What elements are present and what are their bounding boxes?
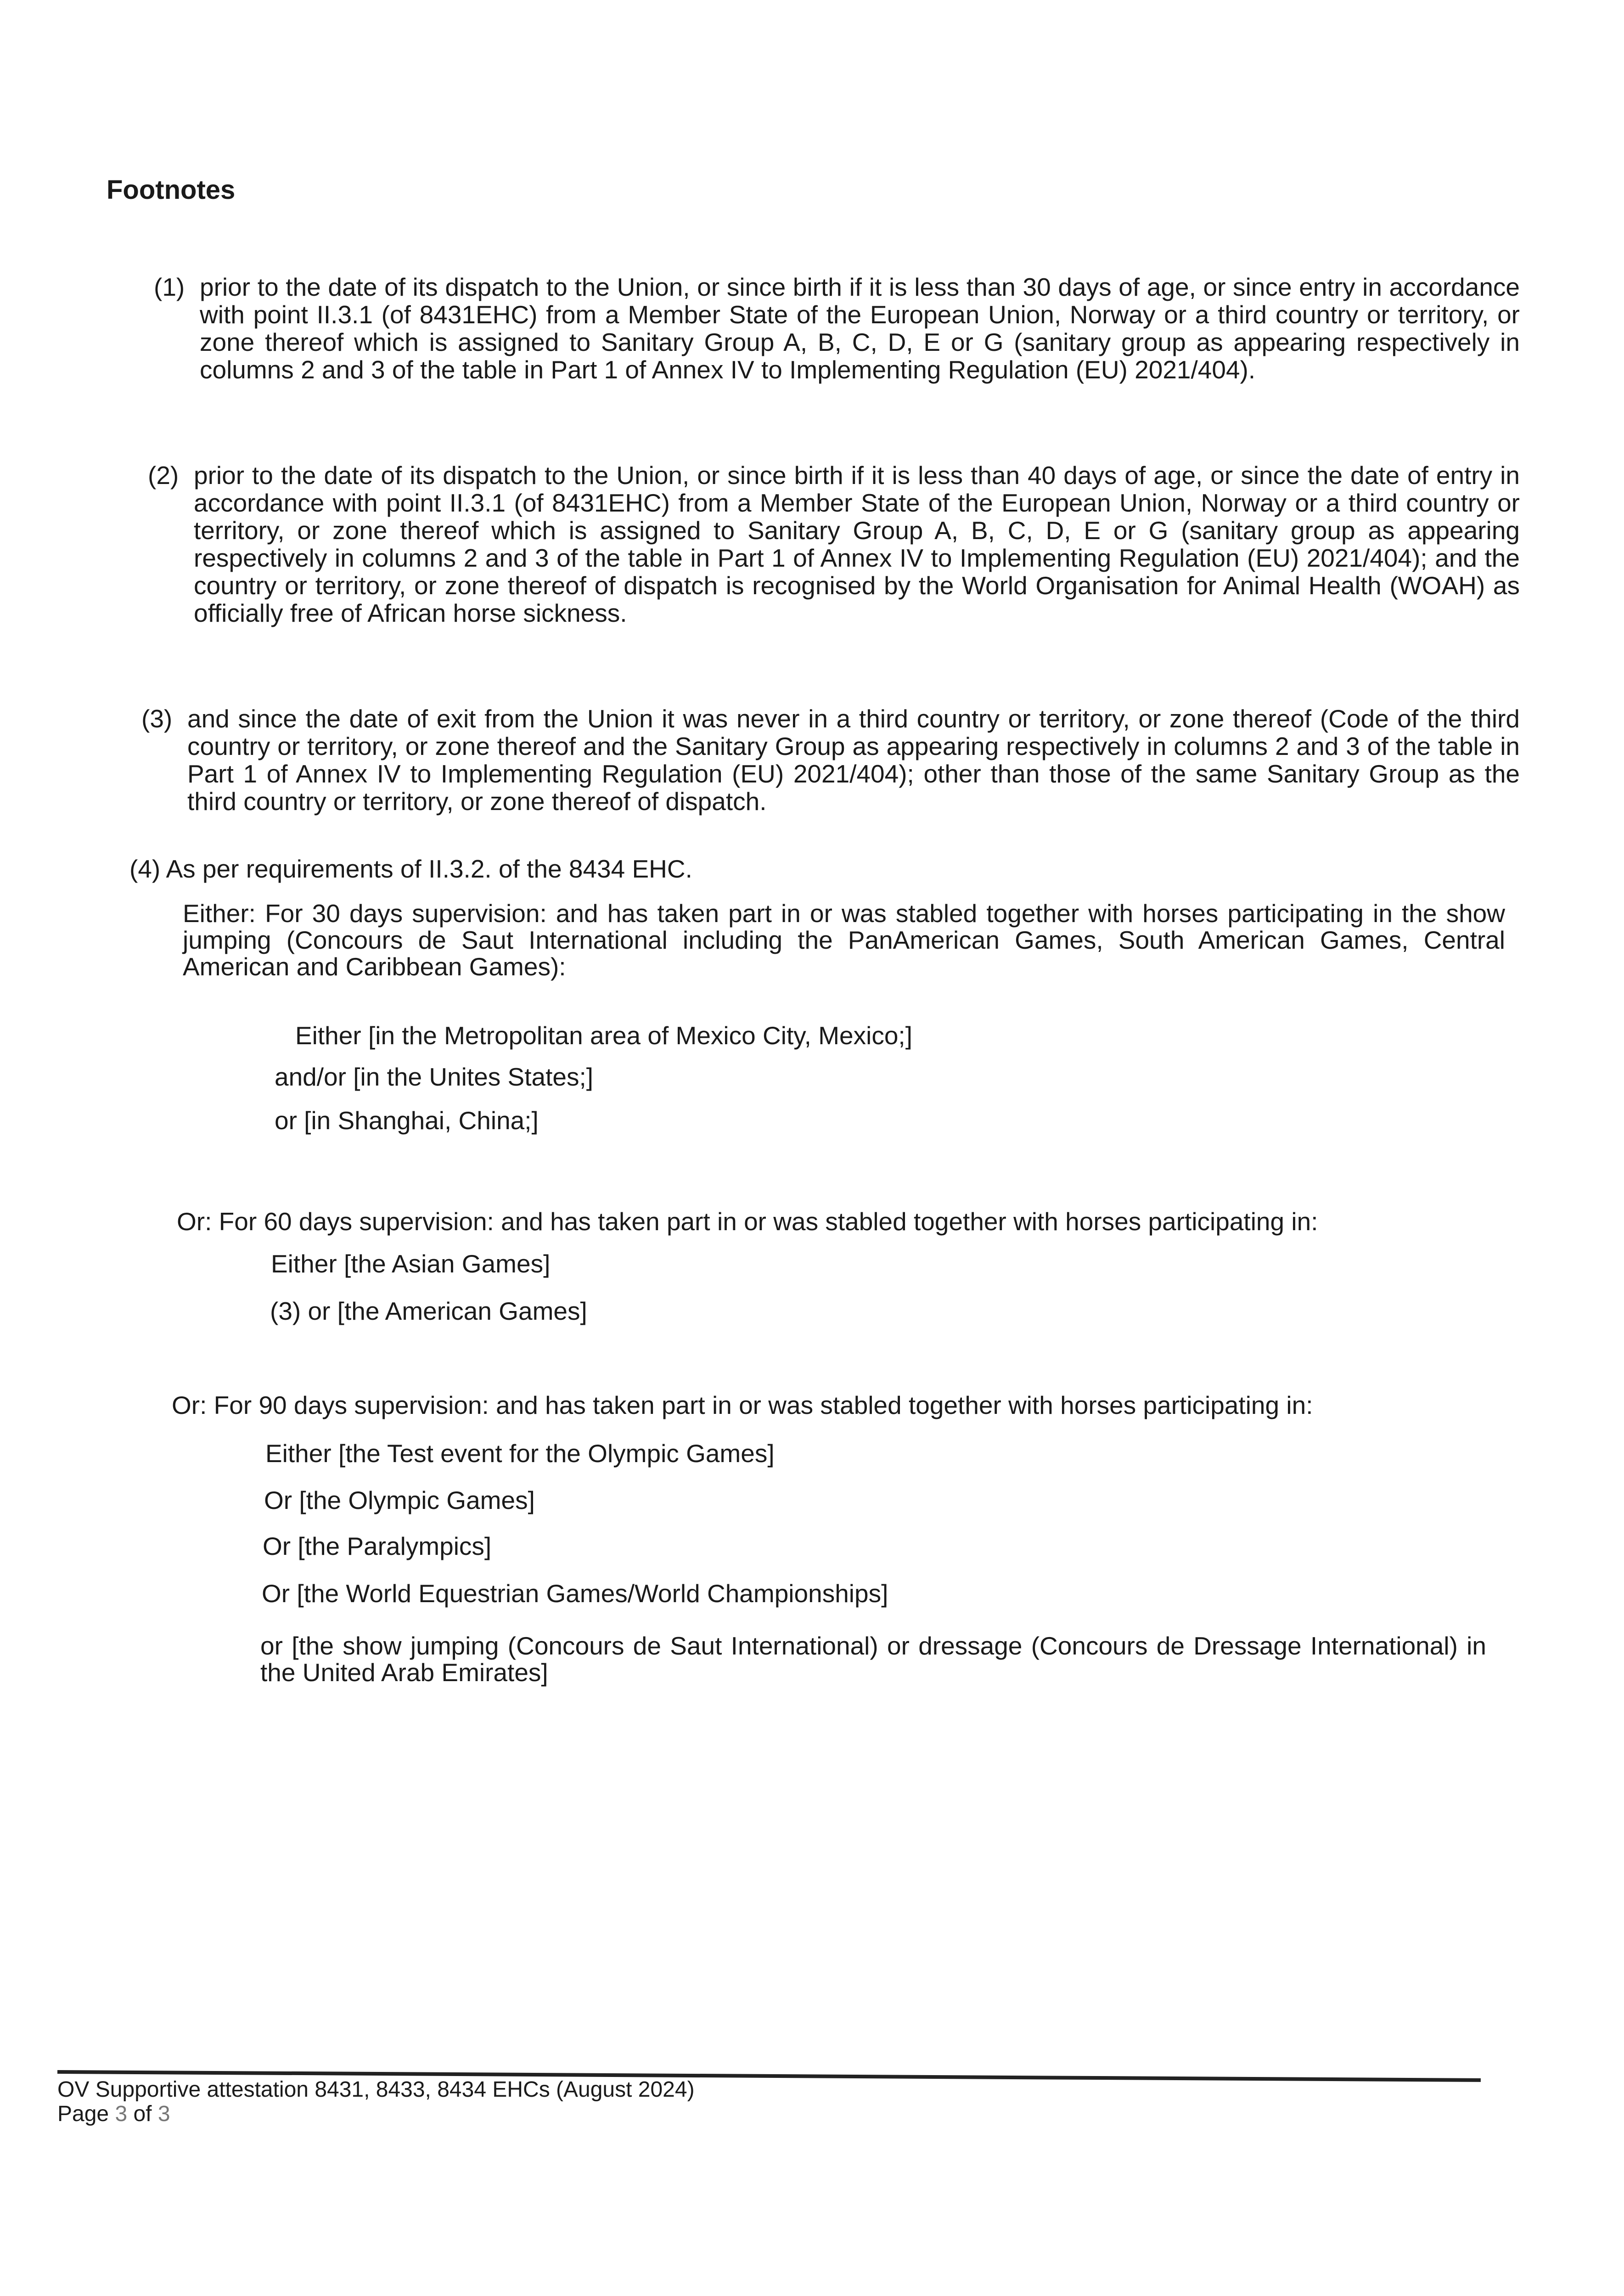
page-prefix: Page [57, 2102, 115, 2126]
option-90-days-intro: Or: For 90 days supervision: and has taken part in or was stabled together with horses participating in: [172, 1391, 1313, 1419]
option-90-item: Or [the Paralympics] [263, 1532, 492, 1560]
page-number [57, 2102, 170, 2126]
footnote-text: prior to the date of its dispatch to the Union, or since birth if it is less than 40 days of age, or since the date of entry in accordance with point II.3.1 (of 8431EHC) from a Member State of the European Union, Norway or a third country or territory, or zone thereof which is assigned to Sanitary Group A, B, C, D, E or G (sanitary group as appearing respectively in columns 2 and 3 of the table in Part 1 of Annex IV to Implementing Regulation (EU) 2021/404); and the country or territory, or zone thereof of dispatch is recognised by the World Organisation for Animal Health (WOAH) as officially free of African horse sickness. [194, 461, 1520, 627]
footnote-number: (3) [141, 704, 173, 733]
option-30-days-intro: Either: For 30 days supervision: and has taken part in or was stabled together with horses participating in the show jumping (Concours de Saut International including the PanAmerican Games, South American Games, Central American and Caribbean Games): [183, 899, 1505, 981]
footnote-text: prior to the date of its dispatch to the Union, or since birth if it is less than 30 days of age, or since entry in accordance with point II.3.1 (of 8431EHC) from a Member State of the European Union, Norway or a third country or territory, or zone thereof which is assigned to Sanitary Group A, B, C, D, E or G (sanitary group as appearing respectively in columns 2 and 3 of the table in Part 1 of Annex IV to Implementing Regulation (EU) 2021/404). [200, 273, 1520, 384]
option-90-item: or [the show jumping (Concours de Saut International) or dressage (Concours de Dressage International) in the United Arab Emirates] [260, 1632, 1486, 1687]
option-30-item: or [in Shanghai, China;] [275, 1106, 539, 1135]
option-90-item: Or [the Olympic Games] [264, 1486, 535, 1514]
footnote-text: and since the date of exit from the Union it was never in a third country or territory, or zone thereof (Code of the third country or territory, or zone thereof and the Sanitary Group as appearing respectively in columns 2 and 3 of the table in Part 1 of Annex IV to Implementing Regulation (EU) 2021/404); other than those of the same Sanitary Group as the third country or territory, or zone thereof of dispatch. [187, 704, 1520, 816]
footnotes-heading: Footnotes [107, 175, 236, 205]
option-30-item: and/or [in the Unites States;] [275, 1063, 593, 1091]
option-60-days-intro: Or: For 60 days supervision: and has taken part in or was stabled together with horses participating in: [177, 1207, 1318, 1236]
option-90-item: Either [the Test event for the Olympic Games] [265, 1439, 775, 1468]
page-current: 3 [115, 2102, 128, 2126]
option-90-item: Or [the World Equestrian Games/World Championships] [262, 1579, 888, 1608]
option-60-item: (3) or [the American Games] [270, 1297, 587, 1325]
footnote-1 [154, 273, 1520, 383]
footer-title: OV Supportive attestation 8431, 8433, 8434 EHCs (August 2024) [57, 2077, 695, 2102]
footnote-number: (2) [148, 461, 179, 490]
page-total: 3 [157, 2102, 170, 2126]
footnote-4: (4) As per requirements of II.3.2. of the 8434 EHC. [129, 855, 692, 883]
option-30-item: Either [in the Metropolitan area of Mexico City, Mexico;] [295, 1021, 912, 1050]
footnote-3 [141, 705, 1520, 815]
option-60-item: Either [the Asian Games] [271, 1249, 551, 1278]
page-of: of [127, 2102, 158, 2126]
footnote-number: (1) [154, 273, 185, 301]
footnote-2 [148, 461, 1520, 627]
